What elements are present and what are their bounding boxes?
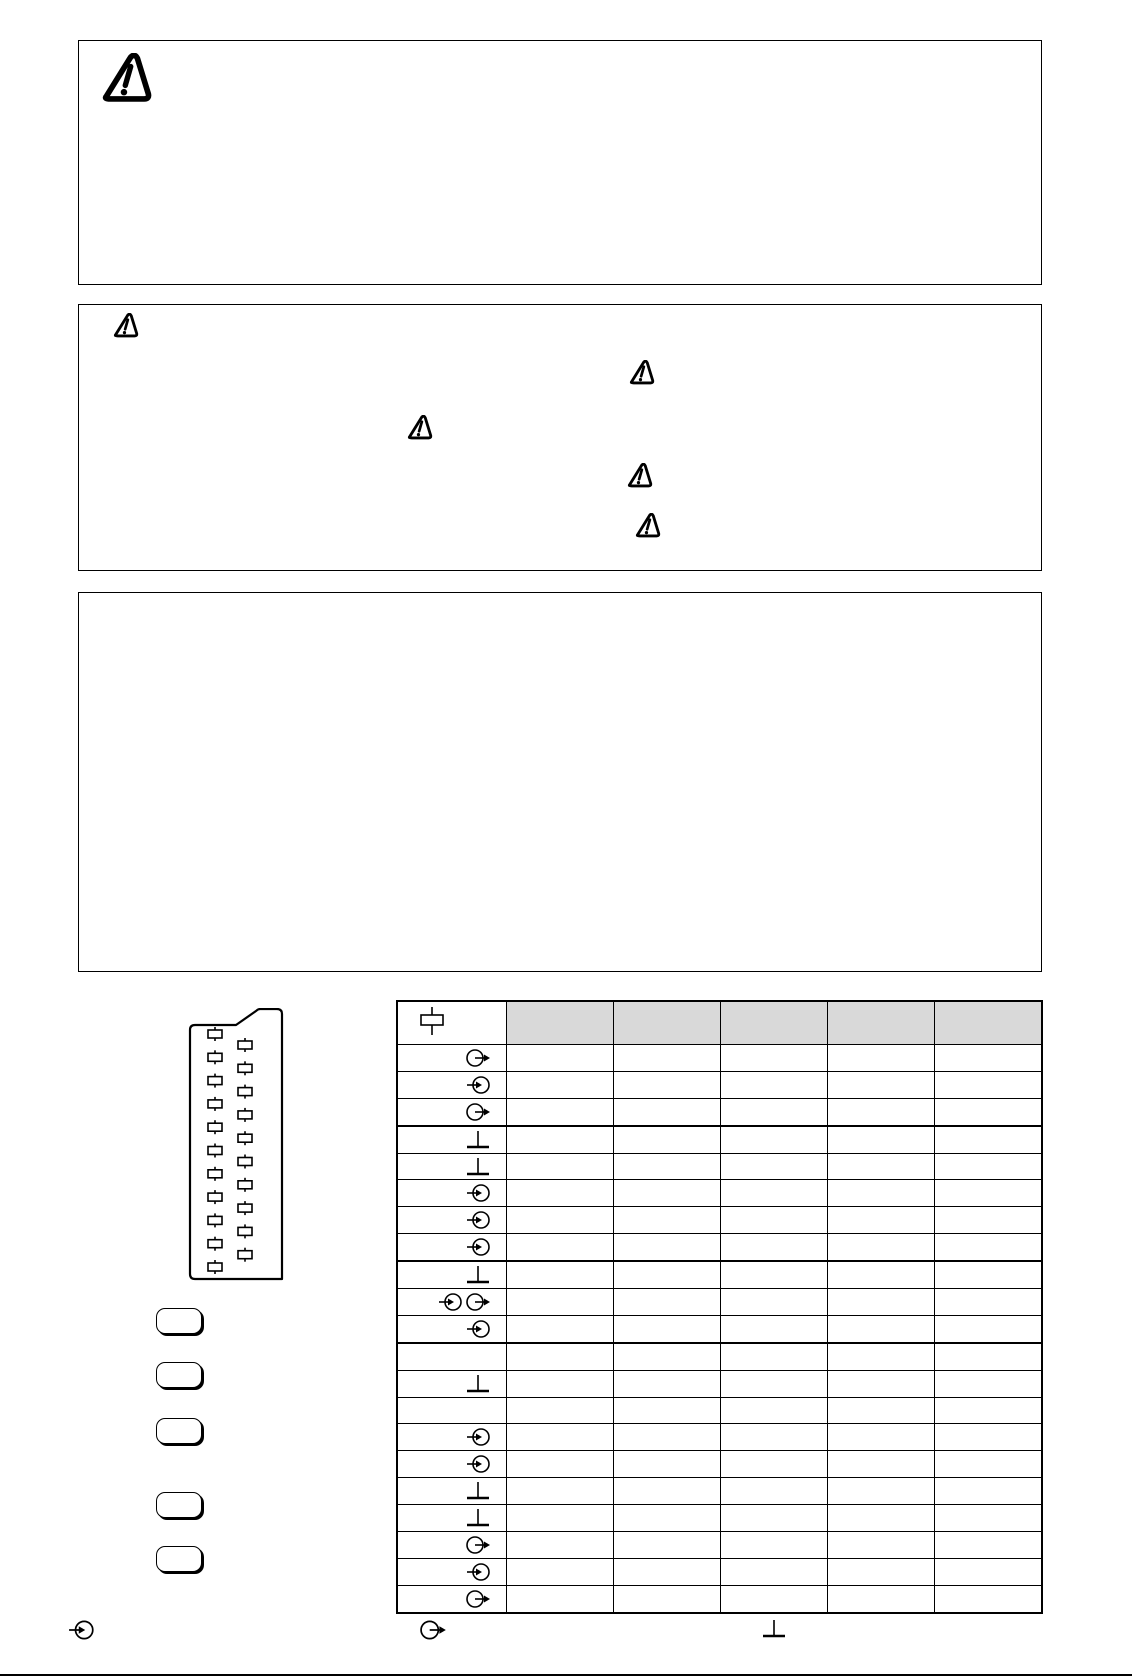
pin-symbol-cell: [397, 1370, 507, 1397]
scart-connector-icon: [180, 1008, 290, 1288]
table-cell: [614, 1207, 721, 1234]
table-cell: [614, 1045, 721, 1072]
warning-box-2: [78, 304, 1042, 571]
table-cell: [614, 1071, 721, 1098]
table-cell: [614, 1424, 721, 1451]
scart-pin: [238, 1134, 252, 1142]
pin-symbol-cell: [397, 1478, 507, 1505]
table-cell: [935, 1153, 1043, 1180]
scart-pin: [238, 1204, 252, 1212]
pin-symbol-cell: [397, 1397, 507, 1424]
pin-symbol-cell: [397, 1289, 507, 1316]
table-cell: [614, 1505, 721, 1532]
table-cell: [828, 1261, 935, 1288]
legend-input-icon: [68, 1618, 96, 1647]
scart-pin: [208, 1216, 222, 1224]
connector-header-cell: [397, 1001, 507, 1045]
table-cell: [721, 1180, 828, 1207]
table-row: [397, 1343, 1042, 1370]
table-row: [397, 1180, 1042, 1207]
signal-input-icon: [466, 1429, 492, 1446]
scart-pin: [208, 1193, 222, 1201]
pin-symbol-cell: [397, 1315, 507, 1342]
table-cell: [614, 1478, 721, 1505]
table-cell: [614, 1126, 721, 1153]
table-cell: [828, 1045, 935, 1072]
scart-pin: [238, 1227, 252, 1235]
table-cell: [507, 1505, 614, 1532]
table-cell: [721, 1153, 828, 1180]
table-cell: [935, 1098, 1043, 1125]
table-cell: [935, 1289, 1043, 1316]
table-row: [397, 1126, 1042, 1153]
table-header-row: [397, 1001, 1042, 1045]
table-cell: [721, 1315, 828, 1342]
table-cell: [614, 1397, 721, 1424]
signal-input-icon: [466, 1320, 492, 1337]
table-cell: [935, 1505, 1043, 1532]
table-cell: [828, 1126, 935, 1153]
remote-key-icon: [156, 1418, 202, 1444]
table-cell: [614, 1098, 721, 1125]
scart-pin: [208, 1147, 222, 1155]
scart-pin: [238, 1181, 252, 1189]
scart-pin: [208, 1100, 222, 1108]
table-cell: [721, 1234, 828, 1261]
column-header: [935, 1001, 1043, 1045]
table-cell: [828, 1234, 935, 1261]
caution-triangle-icon: [101, 53, 155, 103]
table-cell: [507, 1180, 614, 1207]
pin-symbol-cell: [397, 1180, 507, 1207]
table-cell: [507, 1370, 614, 1397]
pin-symbol-cell: [397, 1071, 507, 1098]
table-cell: [507, 1558, 614, 1585]
table-cell: [935, 1424, 1043, 1451]
connector-icon: [418, 1006, 446, 1041]
page-bottom-rule: [0, 1674, 1132, 1676]
scart-pin: [208, 1170, 222, 1178]
pin-symbol-cell: [397, 1585, 507, 1612]
table-cell: [828, 1397, 935, 1424]
pin-symbol-cell: [397, 1451, 507, 1478]
table-cell: [507, 1397, 614, 1424]
table-cell: [935, 1397, 1043, 1424]
pin-symbol-cell: [397, 1261, 507, 1288]
remote-key-icon: [156, 1546, 202, 1572]
table-cell: [935, 1180, 1043, 1207]
table-cell: [721, 1478, 828, 1505]
table-cell: [614, 1261, 721, 1288]
scart-pin: [208, 1123, 222, 1131]
signal-input-icon: [466, 1563, 492, 1580]
table-cell: [935, 1558, 1043, 1585]
scart-pin: [208, 1030, 222, 1038]
table-row: [397, 1505, 1042, 1532]
info-box: [78, 592, 1042, 972]
scart-pin: [238, 1041, 252, 1049]
table-cell: [614, 1153, 721, 1180]
table-cell: [507, 1289, 614, 1316]
table-cell: [828, 1505, 935, 1532]
table-row: [397, 1424, 1042, 1451]
table-cell: [507, 1424, 614, 1451]
table-cell: [507, 1071, 614, 1098]
scart-pin: [208, 1077, 222, 1085]
table-cell: [935, 1315, 1043, 1342]
signal-input-icon: [466, 1456, 492, 1473]
table-cell: [507, 1234, 614, 1261]
table-cell: [721, 1045, 828, 1072]
table-cell: [828, 1180, 935, 1207]
table-cell: [828, 1343, 935, 1370]
signal-input-icon: [466, 1185, 492, 1202]
warning-box-1: [78, 40, 1042, 285]
table-cell: [614, 1234, 721, 1261]
table-cell: [828, 1315, 935, 1342]
table-cell: [935, 1370, 1043, 1397]
table-row: [397, 1315, 1042, 1342]
scart-pin-table: [396, 1000, 1043, 1614]
table-cell: [721, 1098, 828, 1125]
table-cell: [721, 1451, 828, 1478]
table-row: [397, 1098, 1042, 1125]
table-cell: [721, 1397, 828, 1424]
table-cell: [507, 1045, 614, 1072]
caution-triangle-icon: [113, 313, 140, 338]
table-row: [397, 1397, 1042, 1424]
signal-output-icon: [466, 1590, 492, 1607]
column-header: [507, 1001, 614, 1045]
legend-output-icon: [420, 1618, 448, 1647]
pin-symbol-cell: [397, 1207, 507, 1234]
table-cell: [614, 1180, 721, 1207]
ground-icon: [466, 1375, 492, 1392]
table-cell: [828, 1098, 935, 1125]
table-cell: [828, 1451, 935, 1478]
caution-triangle-icon: [407, 415, 434, 440]
table-cell: [828, 1071, 935, 1098]
table-cell: [721, 1558, 828, 1585]
table-cell: [935, 1478, 1043, 1505]
table-row: [397, 1234, 1042, 1261]
caution-triangle-icon: [627, 463, 654, 488]
table-cell: [507, 1207, 614, 1234]
pin-symbol-cell: [397, 1424, 507, 1451]
table-cell: [721, 1289, 828, 1316]
table-cell: [721, 1071, 828, 1098]
ground-icon: [466, 1509, 492, 1526]
table-cell: [507, 1478, 614, 1505]
table-cell: [935, 1532, 1043, 1559]
table-cell: [614, 1370, 721, 1397]
table-cell: [935, 1261, 1043, 1288]
table-cell: [935, 1045, 1043, 1072]
table-cell: [614, 1558, 721, 1585]
table-cell: [935, 1071, 1043, 1098]
scart-pin: [238, 1064, 252, 1072]
table-cell: [935, 1234, 1043, 1261]
table-row: [397, 1558, 1042, 1585]
table-cell: [721, 1585, 828, 1612]
table-cell: [828, 1153, 935, 1180]
table-cell: [828, 1478, 935, 1505]
table-cell: [721, 1505, 828, 1532]
table-cell: [507, 1532, 614, 1559]
table-cell: [828, 1585, 935, 1612]
signal-input-icon: [466, 1076, 492, 1093]
column-header: [721, 1001, 828, 1045]
column-header: [828, 1001, 935, 1045]
ground-icon: [466, 1158, 492, 1175]
table-row: [397, 1207, 1042, 1234]
table-row: [397, 1045, 1042, 1072]
table-cell: [614, 1343, 721, 1370]
table-cell: [614, 1289, 721, 1316]
pin-symbol-cell: [397, 1126, 507, 1153]
pin-symbol-cell: [397, 1505, 507, 1532]
scart-pin: [208, 1263, 222, 1271]
scart-pin: [208, 1240, 222, 1248]
scart-pin: [208, 1053, 222, 1061]
pin-symbol-cell: [397, 1234, 507, 1261]
table-cell: [507, 1153, 614, 1180]
table-cell: [507, 1261, 614, 1288]
table-row: [397, 1370, 1042, 1397]
table-row: [397, 1451, 1042, 1478]
table-cell: [935, 1451, 1043, 1478]
table-cell: [935, 1343, 1043, 1370]
signal-output-icon: [466, 1103, 492, 1120]
table-row: [397, 1289, 1042, 1316]
table-cell: [614, 1532, 721, 1559]
ground-icon: [466, 1266, 492, 1283]
table-cell: [721, 1370, 828, 1397]
caution-triangle-icon: [629, 360, 656, 385]
pin-symbol-cell: [397, 1558, 507, 1585]
table-cell: [721, 1126, 828, 1153]
table-cell: [721, 1424, 828, 1451]
table-cell: [828, 1424, 935, 1451]
remote-key-icon: [156, 1492, 202, 1518]
signal-output-icon: [466, 1049, 492, 1066]
pin-symbol-cell: [397, 1153, 507, 1180]
column-header: [614, 1001, 721, 1045]
table-cell: [614, 1451, 721, 1478]
table-cell: [507, 1451, 614, 1478]
table-cell: [507, 1343, 614, 1370]
pin-symbol-cell: [397, 1098, 507, 1125]
table-cell: [721, 1343, 828, 1370]
pin-symbol-cell: [397, 1532, 507, 1559]
legend-ground-icon: [762, 1618, 788, 1645]
pin-symbol-cell: [397, 1045, 507, 1072]
table-cell: [721, 1207, 828, 1234]
signal-output-icon: [466, 1536, 492, 1553]
caution-triangle-icon: [635, 513, 662, 538]
remote-key-icon: [156, 1308, 202, 1334]
table-cell: [828, 1289, 935, 1316]
scart-pin: [238, 1251, 252, 1259]
table-cell: [721, 1532, 828, 1559]
signal-input-icon: [466, 1212, 492, 1229]
table-cell: [935, 1126, 1043, 1153]
scart-pin: [238, 1158, 252, 1166]
table-cell: [721, 1261, 828, 1288]
table-row: [397, 1585, 1042, 1612]
table-cell: [507, 1315, 614, 1342]
table-row: [397, 1153, 1042, 1180]
table-cell: [614, 1315, 721, 1342]
table-cell: [828, 1558, 935, 1585]
ground-icon: [466, 1131, 492, 1148]
ground-icon: [466, 1482, 492, 1499]
pin-symbol-cell: [397, 1343, 507, 1370]
table-cell: [935, 1585, 1043, 1612]
table-row: [397, 1071, 1042, 1098]
scart-pin: [238, 1111, 252, 1119]
table-cell: [507, 1126, 614, 1153]
table-cell: [507, 1585, 614, 1612]
table-cell: [828, 1370, 935, 1397]
scart-pin: [238, 1088, 252, 1096]
table-cell: [828, 1532, 935, 1559]
signal-input-icon: [466, 1238, 492, 1255]
remote-key-icon: [156, 1362, 202, 1388]
table-row: [397, 1478, 1042, 1505]
table-cell: [507, 1098, 614, 1125]
table-cell: [935, 1207, 1043, 1234]
table-row: [397, 1261, 1042, 1288]
table-cell: [614, 1585, 721, 1612]
table-row: [397, 1532, 1042, 1559]
table-cell: [828, 1207, 935, 1234]
signal-input-output-icon: [438, 1293, 492, 1310]
